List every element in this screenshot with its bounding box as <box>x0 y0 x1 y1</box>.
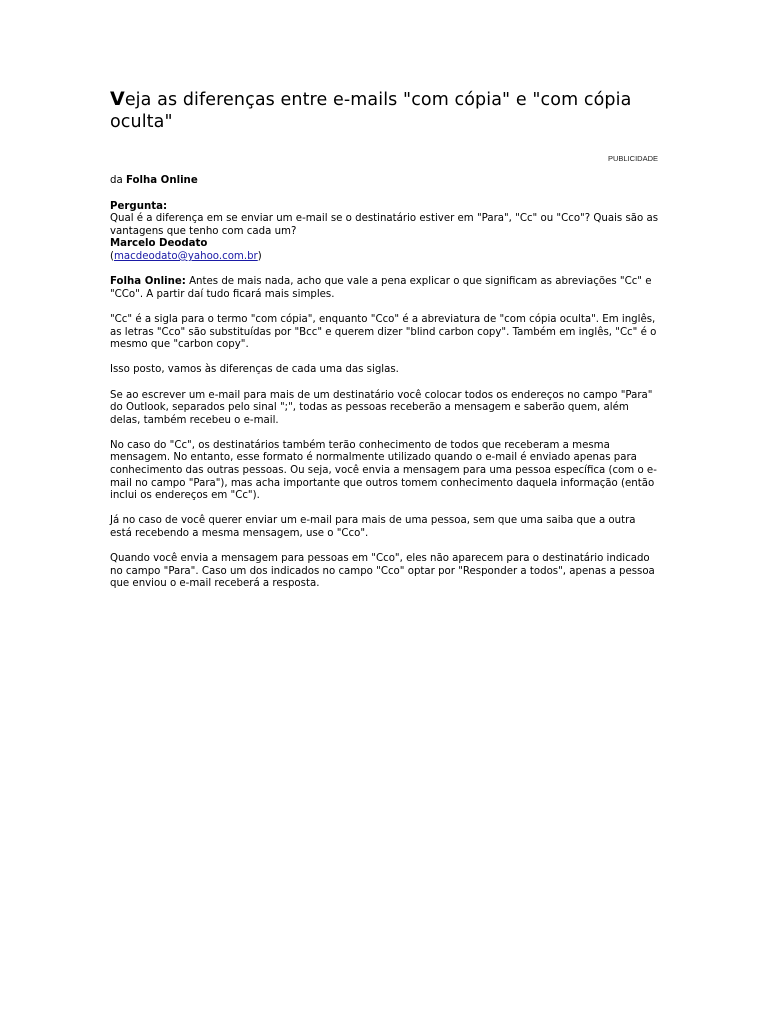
question-text: Qual é a diferença em se enviar um e-mail se o destinatário estiver em "Para", "Cc" ou "Cco"? Quais são as vantagens que tenho com cada um? <box>110 213 659 237</box>
title-initial: V <box>110 88 125 110</box>
answer-intro-text: Antes de mais nada, acho que vale a pena explicar o que significam as abreviações "Cc" e "CCo". A partir daí tudo ficará mais simples. <box>110 276 652 300</box>
source-prefix: da <box>110 175 126 186</box>
title-text: eja as diferenças entre e-mails "com cópia" e "com cópia oculta" <box>110 90 632 132</box>
paragraph-cco-behavior: Quando você envia a mensagem para pessoas em "Cco", eles não aparecem para o destinatário indicado no campo "Para". Caso um dos indicados no campo "Cco" optar por "Responder a todos", apenas a pessoa que enviou o e-mail receberá a resposta. <box>110 553 655 590</box>
answer-label: Folha Online: <box>110 276 186 288</box>
paragraph-para-field: Se ao escrever um e-mail para mais de um destinatário você colocar todos os endereços no campo "Para" do Outlook, separados pelo sinal ";", todas as pessoas receberão a mensagem e saberão quem, além delas, também recebeu o e-mail. <box>110 389 653 426</box>
article-title <box>110 88 660 133</box>
article-source <box>110 175 660 188</box>
paragraph-transition: Isso posto, vamos às diferenças de cada uma das siglas. <box>110 364 399 376</box>
advertising-label: PUBLICIDADE <box>607 154 658 163</box>
question-heading: Pergunta: <box>110 200 168 212</box>
email-close-paren: ) <box>257 250 262 262</box>
asker-email-line <box>110 251 660 264</box>
question-block <box>110 201 660 264</box>
paragraph-cc-definition: "Cc" é a sigla para o termo "com cópia", enquanto "Cco" é a abreviatura de "com cópia oculta". Em inglês, as letras "Cco" são substituídas por "Bcc" e querem dizer "blind carbon copy". Também em inglês, "Cc" é o mesmo que "carbon copy". <box>110 313 657 351</box>
paragraph-cco-usage: Já no caso de você querer enviar um e-mail para mais de uma pessoa, sem que uma saiba que a outra está recebendo a mesma mensagem, use o "Cco". <box>110 515 636 540</box>
asker-email-link[interactable]: macdeodato@yahoo.com.br <box>113 250 258 262</box>
email-open-paren: ( <box>110 250 114 262</box>
paragraph-cc-field: No caso do "Cc", os destinatários também terão conhecimento de todos que receberam a mesma mensagem. No entanto, esse formato é normalmente utilizado quando o e-mail é enviado apenas para conhecimento das outras pessoas. Ou seja, você envia a mensagem para uma pessoa específica (com o e-mail no campo "Para"), mas acha importante que outros tomem conhecimento daquela informação (então inclui os endereços em "Cc"). <box>110 439 657 502</box>
article-container <box>110 88 660 591</box>
asker-name: Marcelo Deodato <box>110 238 208 250</box>
answer-intro-paragraph <box>110 276 660 301</box>
source-name: Folha Online <box>125 175 198 186</box>
